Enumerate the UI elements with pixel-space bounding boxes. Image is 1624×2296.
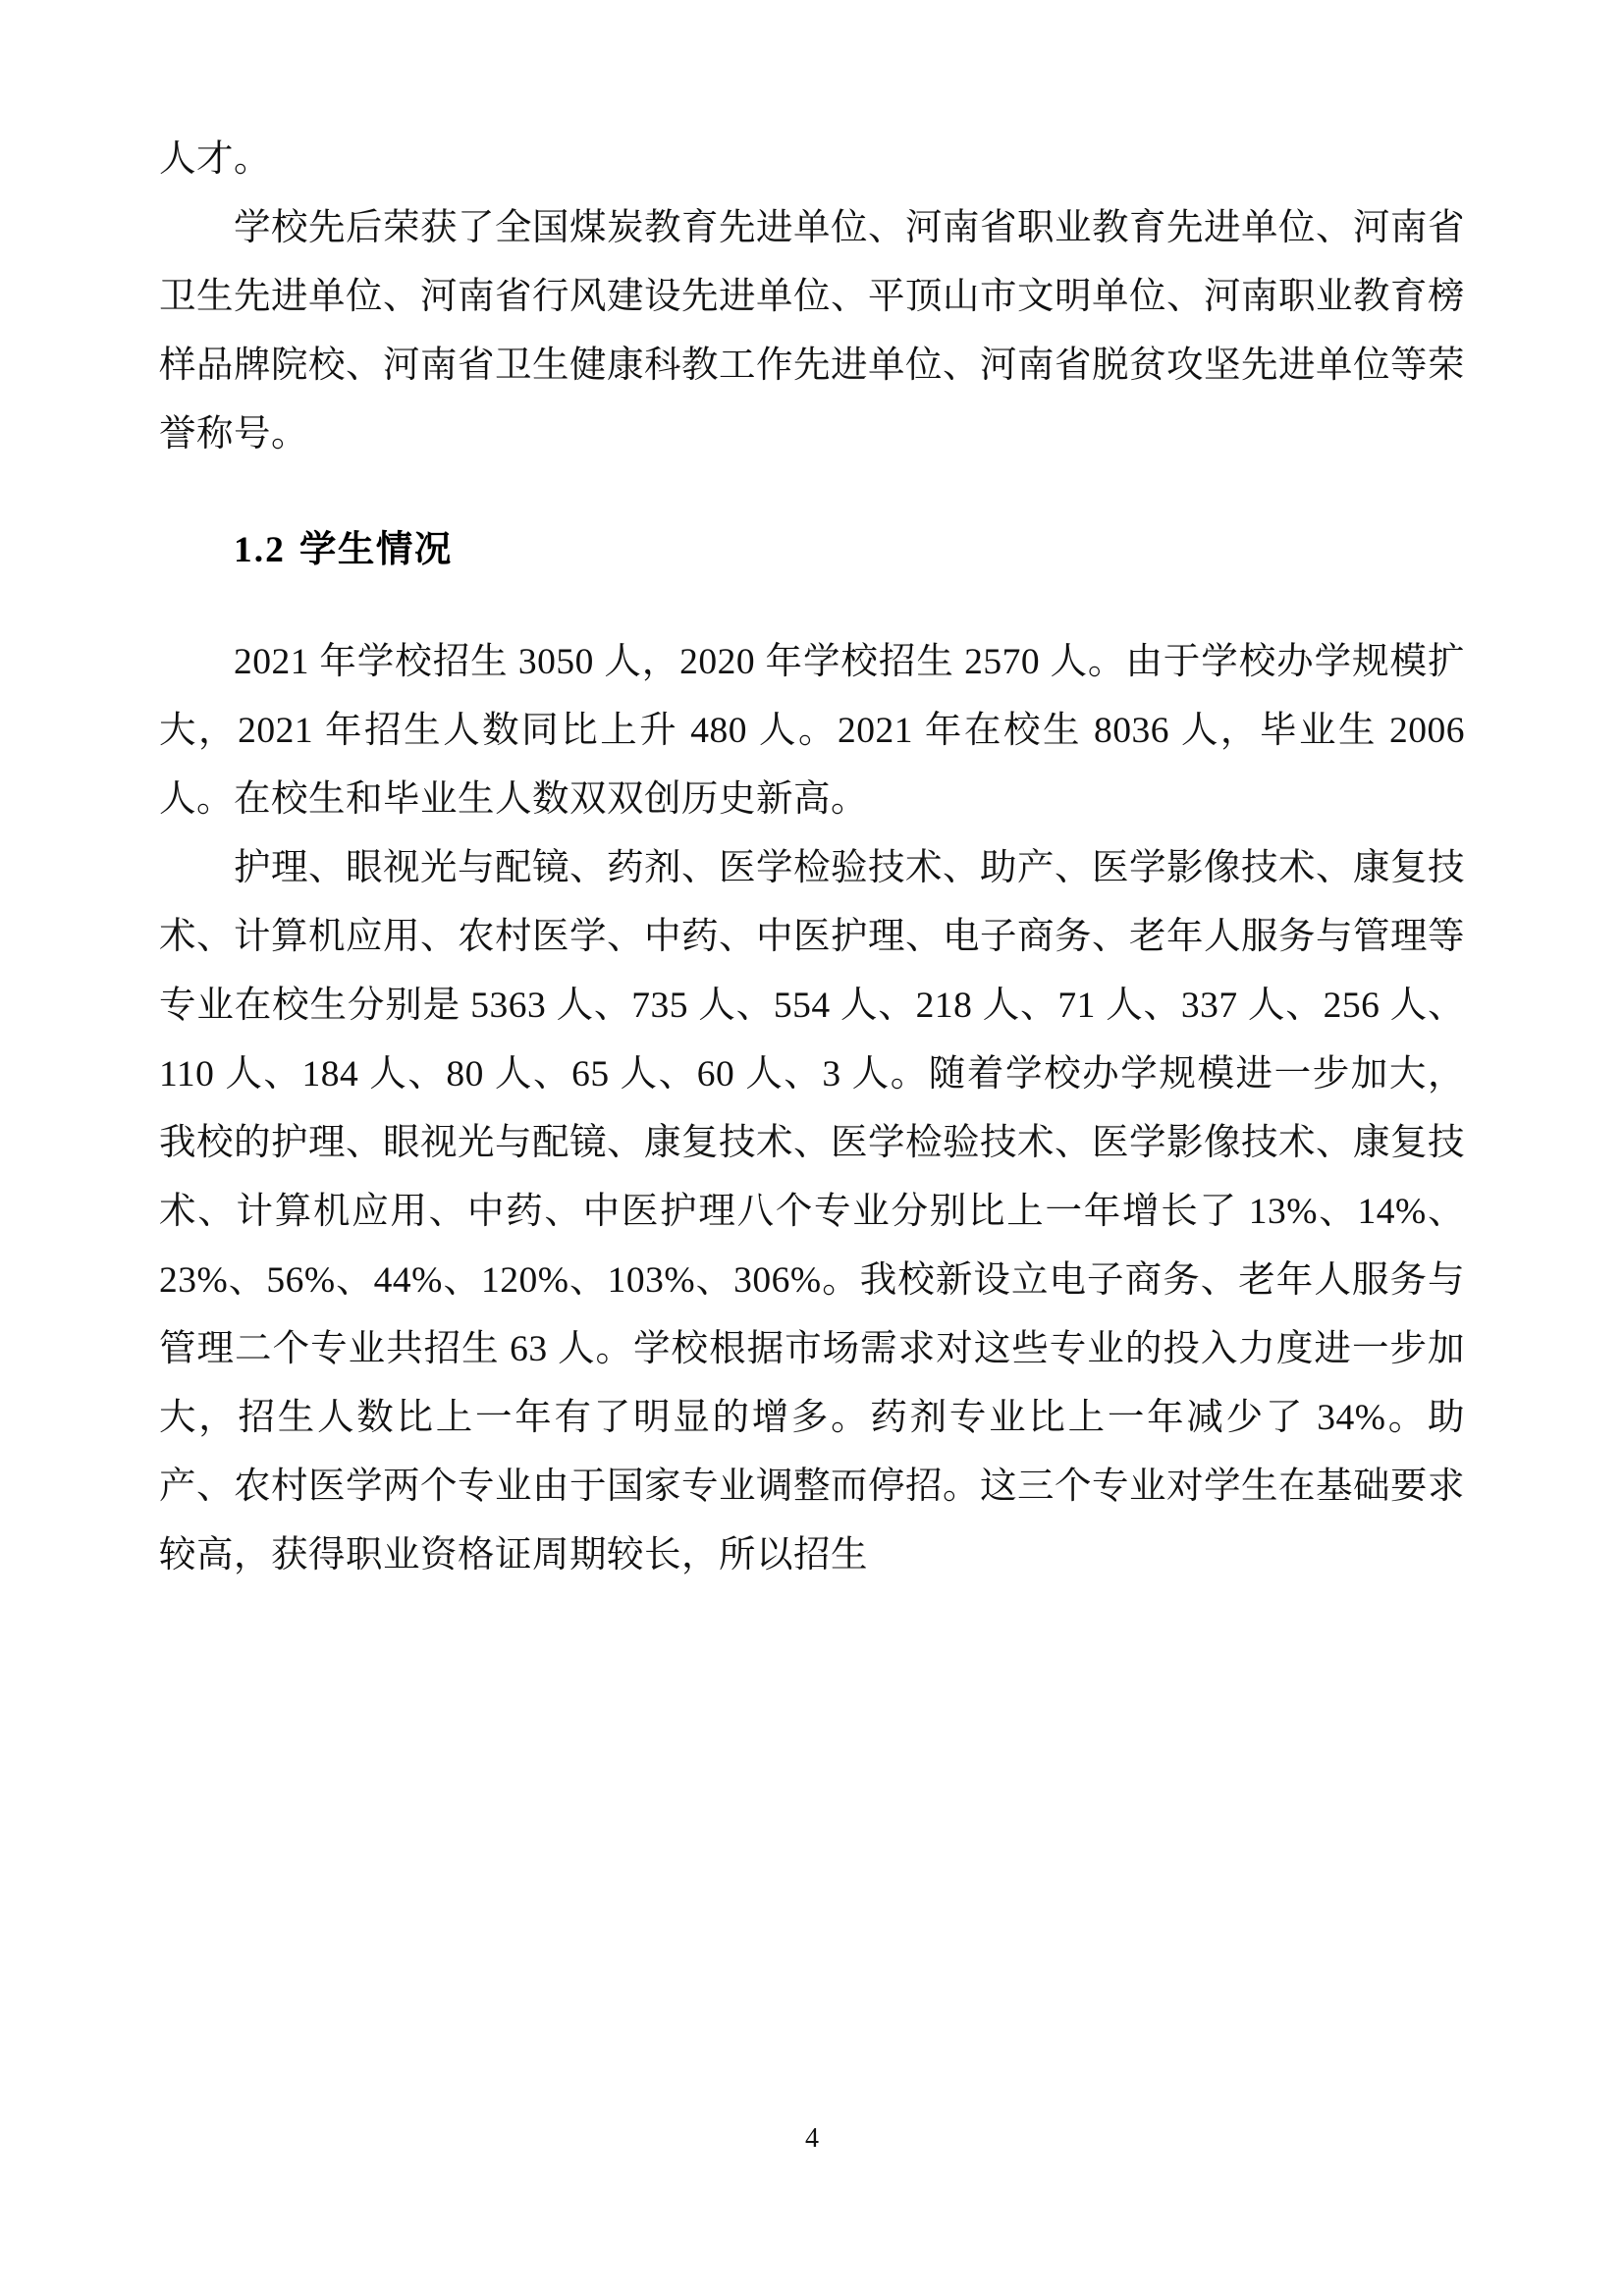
paragraph-enrollment-figures: 2021 年学校招生 3050 人，2020 年学校招生 2570 人。由于学校办学规模扩大，2021 年招生人数同比上升 480 人。2021 年在校生 8036 人，毕业生 2006 人。在校生和毕业生人数双双创历史新高。 [159, 642, 1465, 820]
paragraph-school-honors: 学校先后荣获了全国煤炭教育先进单位、河南省职业教育先进单位、河南省卫生先进单位、河南省行风建设先进单位、平顶山市文明单位、河南职业教育榜样品牌院校、河南省卫生健康科教工作先进单位、河南省脱贫攻坚先进单位等荣誉称号。 [159, 208, 1465, 454]
paragraph-talent-continuation: 人才。 [159, 139, 271, 180]
heading-1-2-student-situation [159, 516, 1465, 585]
heading-top-spacer [159, 469, 1465, 516]
heading-label: 学生情况 [298, 530, 453, 570]
page-number: 4 [805, 2123, 819, 2154]
heading-bottom-spacer [159, 585, 1465, 628]
page-content [159, 126, 1465, 1590]
heading-number: 1.2 [234, 530, 286, 570]
paragraph-majors-breakdown: 护理、眼视光与配镜、药剂、医学检验技术、助产、医学影像技术、康复技术、计算机应用、农村医学、中药、中医护理、电子商务、老年人服务与管理等专业在校生分别是 5363 人、735 人、554 人、218 人、71 人、337 人、256 人、110 人、184 人、80 人、65 人、60 人、3 人。随着学校办学规模进一步加大，我校的护理、眼视光与配镜、康复技术、医学检验技术、医学影像技术、康复技术、计算机应用、中药、中医护理八个专业分别比上一年增长了 13%、14%、23%、56%、44%、120%、103%、306%。我校新设立电子商务、老年人服务与管理二个专业共招生 63 人。学校根据市场需求对这些专业的投入力度进一步加大，招生人数比上一年有了明显的增多。药剂专业比上一年减少了 34%。助产、农村医学两个专业由于国家专业调整而停招。这三个专业对学生在基础要求较高，获得职业资格证周期较长，所以招生 [159, 848, 1465, 1575]
